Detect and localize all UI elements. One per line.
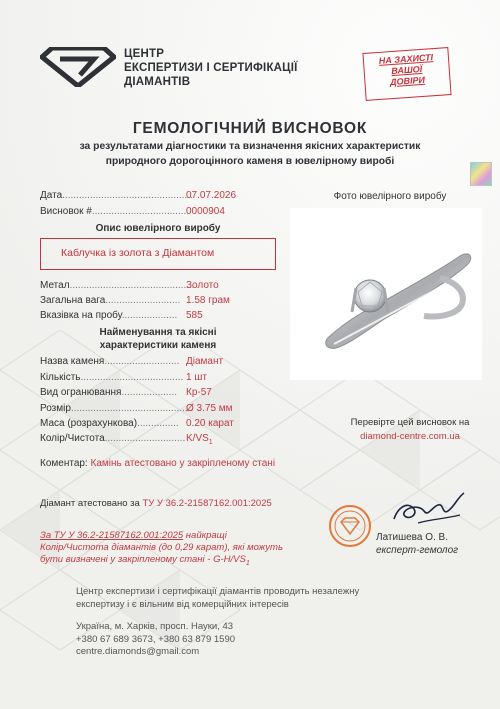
diamond-ring-icon	[290, 208, 482, 380]
mass-label	[40, 418, 179, 429]
item-description-heading: Опис ювелірного виробу	[95, 223, 221, 234]
stone-heading	[40, 326, 276, 352]
cut-type-label	[40, 387, 177, 398]
subtitle-line2: природного дорогоцінного каменя в ювелірному виробі	[105, 155, 395, 167]
conclusion-number-value: 0000904	[186, 206, 225, 217]
verify-url-link[interactable]: diamond-centre.com.ua	[360, 431, 460, 442]
color-clarity-value	[186, 433, 213, 446]
tu-label: Діамант атестовано за	[40, 498, 140, 509]
contact-phones: +380 67 689 3673, +380 63 879 1590	[76, 633, 236, 645]
expert-signature-icon	[388, 489, 468, 529]
subtitle-line1: за результатами діагностики та визначення якісних характеристик	[79, 141, 421, 152]
mass-value: 0.20 карат	[186, 418, 234, 429]
verify-block	[330, 416, 490, 444]
color-clarity-label	[40, 433, 185, 444]
size-label-text: Розмір	[40, 403, 71, 414]
note-line2: Колір/Чистота діамантів (до 0,29 карат), які можуть	[40, 542, 283, 553]
expert-title: експерт-гемолог	[376, 545, 459, 556]
document-title: ГЕМОЛОГІЧНИЙ ВИСНОВОК	[132, 120, 368, 137]
total-weight-value: 1.58 грам	[186, 295, 230, 306]
quantity-label	[40, 372, 183, 383]
quantity-label-text: Кількість	[40, 372, 81, 383]
metal-dots: .............................................	[69, 280, 195, 291]
comment-line	[40, 458, 275, 469]
note-line1-rest: найкращі	[183, 530, 227, 541]
org-name-line1: ЦЕНТР	[124, 48, 165, 60]
comment-value: Камінь атестовано у закріпленому стані	[90, 458, 276, 469]
expert-name: Латишева О. В.	[376, 532, 448, 543]
stamp-line1: НА ЗАХИСТІ	[378, 52, 434, 66]
total-weight-label	[40, 295, 180, 306]
color-clarity-label-text: Колір/Чистота	[40, 433, 105, 444]
standards-note	[40, 530, 330, 570]
mass-label-text: Маса (розрахункова)	[40, 418, 138, 429]
item-description-box	[40, 238, 276, 270]
note-line3-subscript: 1	[245, 559, 250, 567]
assay-value: 585	[186, 310, 203, 321]
cut-type-dots: ....................	[121, 387, 178, 398]
gemological-seal-icon	[328, 504, 372, 548]
stone-heading-line2: характеристики каменя	[99, 340, 217, 351]
metal-label	[40, 280, 195, 291]
tu-line	[40, 498, 272, 509]
organization-name	[124, 47, 298, 89]
conclusion-number-dots: ..................................	[91, 206, 187, 217]
total-weight-label-text: Загальна вага	[40, 295, 106, 306]
note-line1-standard: За ТУ У 36.2-21587162.001:2025	[40, 530, 184, 541]
hologram-sticker-icon	[470, 162, 492, 186]
color-clarity-dots: .............................	[104, 433, 186, 444]
item-description-value: Каблучка із золота з Діамантом	[61, 247, 215, 259]
contacts	[76, 621, 426, 659]
stamp-line2: ВАШОЇ	[390, 63, 423, 77]
conclusion-number-label	[40, 206, 186, 217]
date-dots: ...............................................	[62, 190, 193, 201]
stone-name-value: Діамант	[186, 356, 224, 367]
stone-name-label	[40, 356, 179, 367]
disclaimer	[76, 586, 426, 611]
total-weight-dots: ...........................	[105, 295, 181, 306]
mass-dots: ...............	[137, 418, 179, 429]
stone-heading-line1: Найменування та якісні	[99, 327, 217, 338]
cut-type-value: Кр-57	[186, 387, 212, 398]
verify-text: Перевірте цей висновок на	[350, 417, 470, 428]
contact-email[interactable]: centre.diamonds@gmail.com	[76, 646, 200, 657]
disclaimer-line1: Центр експертизи і сертифікації діамантів проводить незалежну	[76, 586, 360, 597]
comment-label: Коментар:	[40, 458, 88, 469]
document-subtitle	[20, 140, 480, 169]
assay-label	[40, 310, 177, 321]
color-clarity-subscript: 1	[208, 439, 213, 446]
size-value: Ø 3.75 мм	[186, 403, 233, 414]
quantity-value: 1 шт	[186, 372, 207, 383]
ring-photo	[290, 208, 482, 380]
date-label	[40, 190, 193, 201]
cut-type-label-text: Вид огранювання	[40, 387, 122, 398]
stone-name-label-text: Назва каменя	[40, 356, 105, 367]
date-value: 07.07.2026	[186, 190, 237, 201]
stamp-line3: ДОВІРИ	[389, 74, 426, 88]
assay-label-text: Вказівка на пробу	[40, 310, 122, 321]
metal-label-text: Метал	[40, 280, 70, 291]
trust-stamp	[362, 47, 451, 101]
org-name-line2: ЕКСПЕРТИЗИ І СЕРТИФІКАЦІЇ	[124, 62, 298, 74]
quantity-dots: .....................................	[80, 372, 184, 383]
contact-address: Україна, м. Харків, просп. Науки, 43	[76, 621, 234, 632]
metal-value: Золото	[186, 280, 219, 291]
photo-label: Фото ювелірного виробу	[333, 191, 447, 202]
diamond-outline-logo-icon	[40, 47, 116, 87]
stone-name-dots: ...........................	[104, 356, 180, 367]
size-label	[40, 403, 193, 414]
date-label-text: Дата	[40, 190, 63, 201]
conclusion-number-label-text: Висновок #	[40, 206, 92, 217]
org-name-line3: ДІАМАНТІВ	[124, 76, 191, 88]
color-clarity-main: K/VS	[186, 433, 209, 444]
assay-dots: ....................	[121, 310, 178, 321]
expert-block	[376, 531, 486, 557]
size-dots: ............................................	[70, 403, 194, 414]
note-line3: бути визначені у закріпленому стані - G-H/VS	[40, 554, 246, 565]
tu-value: ТУ У 36.2-21587162.001:2025	[142, 498, 272, 509]
disclaimer-line2: експертизу і є вільним від комерційних інтересів	[76, 598, 289, 610]
